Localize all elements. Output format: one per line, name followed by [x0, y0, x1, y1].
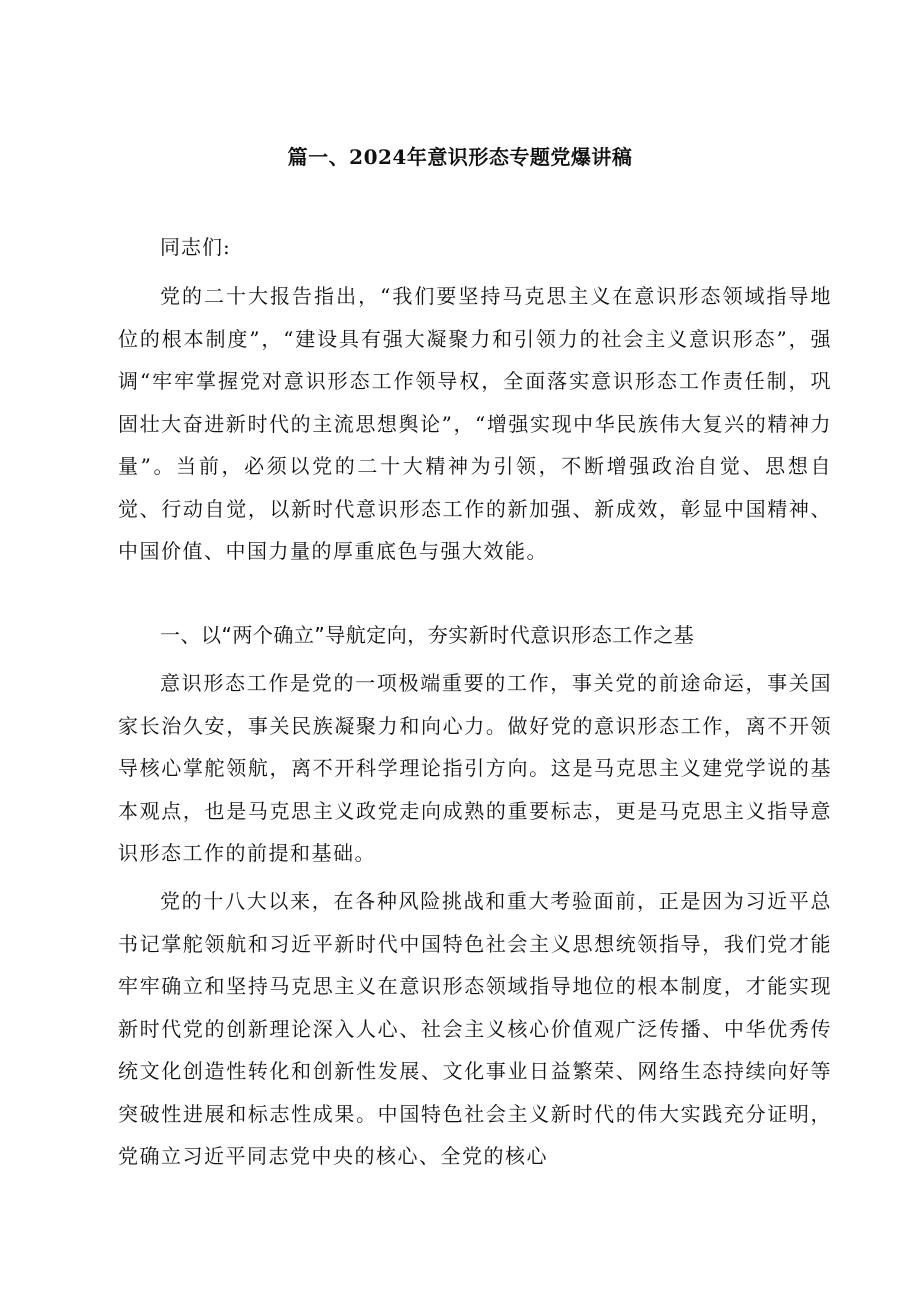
body-paragraph-3: 党的十八大以来，在各种风险挑战和重大考验面前，正是因为习近平总书记掌舵领航和习近平新时代中国特色社会主义思想统领指导，我们党才能牢牢确立和坚持马克思主义在意识形态领域指导地位的根本制度，才能实现新时代党的创新理论深入人心、社会主义核心价值观广泛传播、中华优秀传统文化创造性转化和创新性发展、文化事业日益繁荣、网络生态持续向好等突破性进展和标志性成果。中国特色社会主义新时代的伟大实践充分证明，党确立习近平同志党中央的核心、全党的核心 — [118, 889, 832, 1168]
body-paragraph-2: 意识形态工作是党的一项极端重要的工作，事关党的前途命运，事关国家长治久安，事关民族凝聚力和向心力。做好党的意识形态工作，离不开领导核心掌舵领航，离不开科学理论指引方向。这是马克思主义建党学说的基本观点，也是马克思主义政党走向成熟的重要标志，更是马克思主义指导意识形态工作的前提和基础。 — [118, 671, 832, 865]
body-paragraph-1: 党的二十大报告指出，“我们要坚持马克思主义在意识形态领域指导地位的根本制度”，“建设具有强大凝聚力和引领力的社会主义意识形态”，强调“牢牢掌握党对意识形态工作领导权，全面落实意识形态工作责任制，巩固壮大奋进新时代的主流思想舆论”，“增强实现中华民族伟大复兴的精神力量”。当前，必须以党的二十大精神为引领，不断增强政治自觉、思想自觉、行动自觉，以新时代意识形态工作的新加强、新成效，彰显中国精神、中国价值、中国力量的厚重底色与强大效能。 — [118, 284, 832, 563]
document-title: 篇一、2024年意识形态专题党爆讲稿 — [287, 145, 633, 169]
salutation: 同志们: — [160, 235, 231, 259]
section-heading-1: 一、以“两个确立”导航定向，夯实新时代意识形态工作之基 — [160, 623, 695, 647]
